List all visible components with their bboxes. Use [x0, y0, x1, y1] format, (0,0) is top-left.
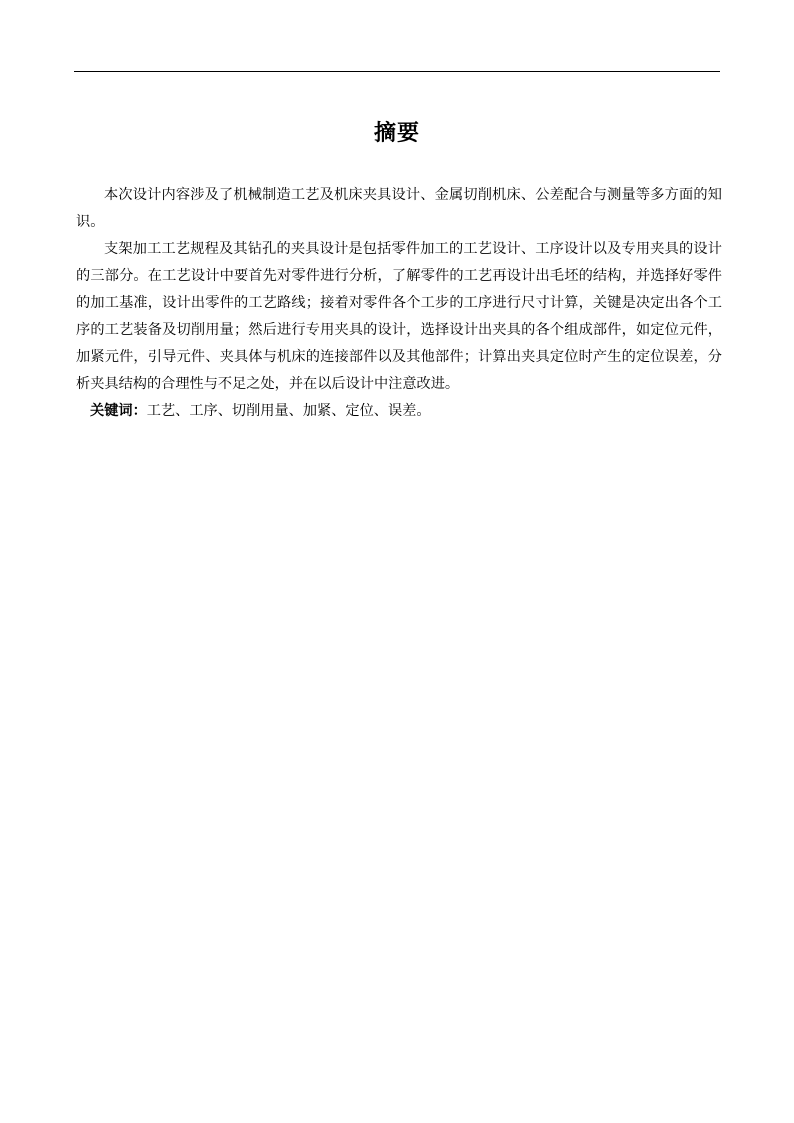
- abstract-paragraph-2: 支架加工工艺规程及其钻孔的夹具设计是包括零件加工的工艺设计、工序设计以及专用夹具的设计的三部分。在工艺设计中要首先对零件进行分析，了解零件的工艺再设计出毛坯的结构，并选择好零件的加工基准，设计出零件的工艺路线；接着对零件各个工步的工序进行尺寸计算，关键是决定出各个工序的工艺装备及切削用量；然后进行专用夹具的设计，选择设计出夹具的各个组成部件，如定位元件，加紧元件，引导元件、夹具体与机床的连接部件以及其他部件；计算出夹具定位时产生的定位误差，分析夹具结构的合理性与不足之处，并在以后设计中注意改进。: [76, 241, 722, 392]
- header-rule: [74, 71, 720, 72]
- keywords-line: [76, 398, 722, 425]
- abstract-title: 摘要: [373, 121, 420, 146]
- abstract-paragraph-1: 本次设计内容涉及了机械制造工艺及机床夹具设计、金属切削机床、公差配合与测量等多方面的知识。: [76, 187, 722, 230]
- abstract-body: [76, 182, 722, 425]
- keywords-label: 关键词：: [90, 403, 147, 419]
- keywords-text: 工艺、工序、切削用量、加紧、定位、误差。: [146, 403, 431, 419]
